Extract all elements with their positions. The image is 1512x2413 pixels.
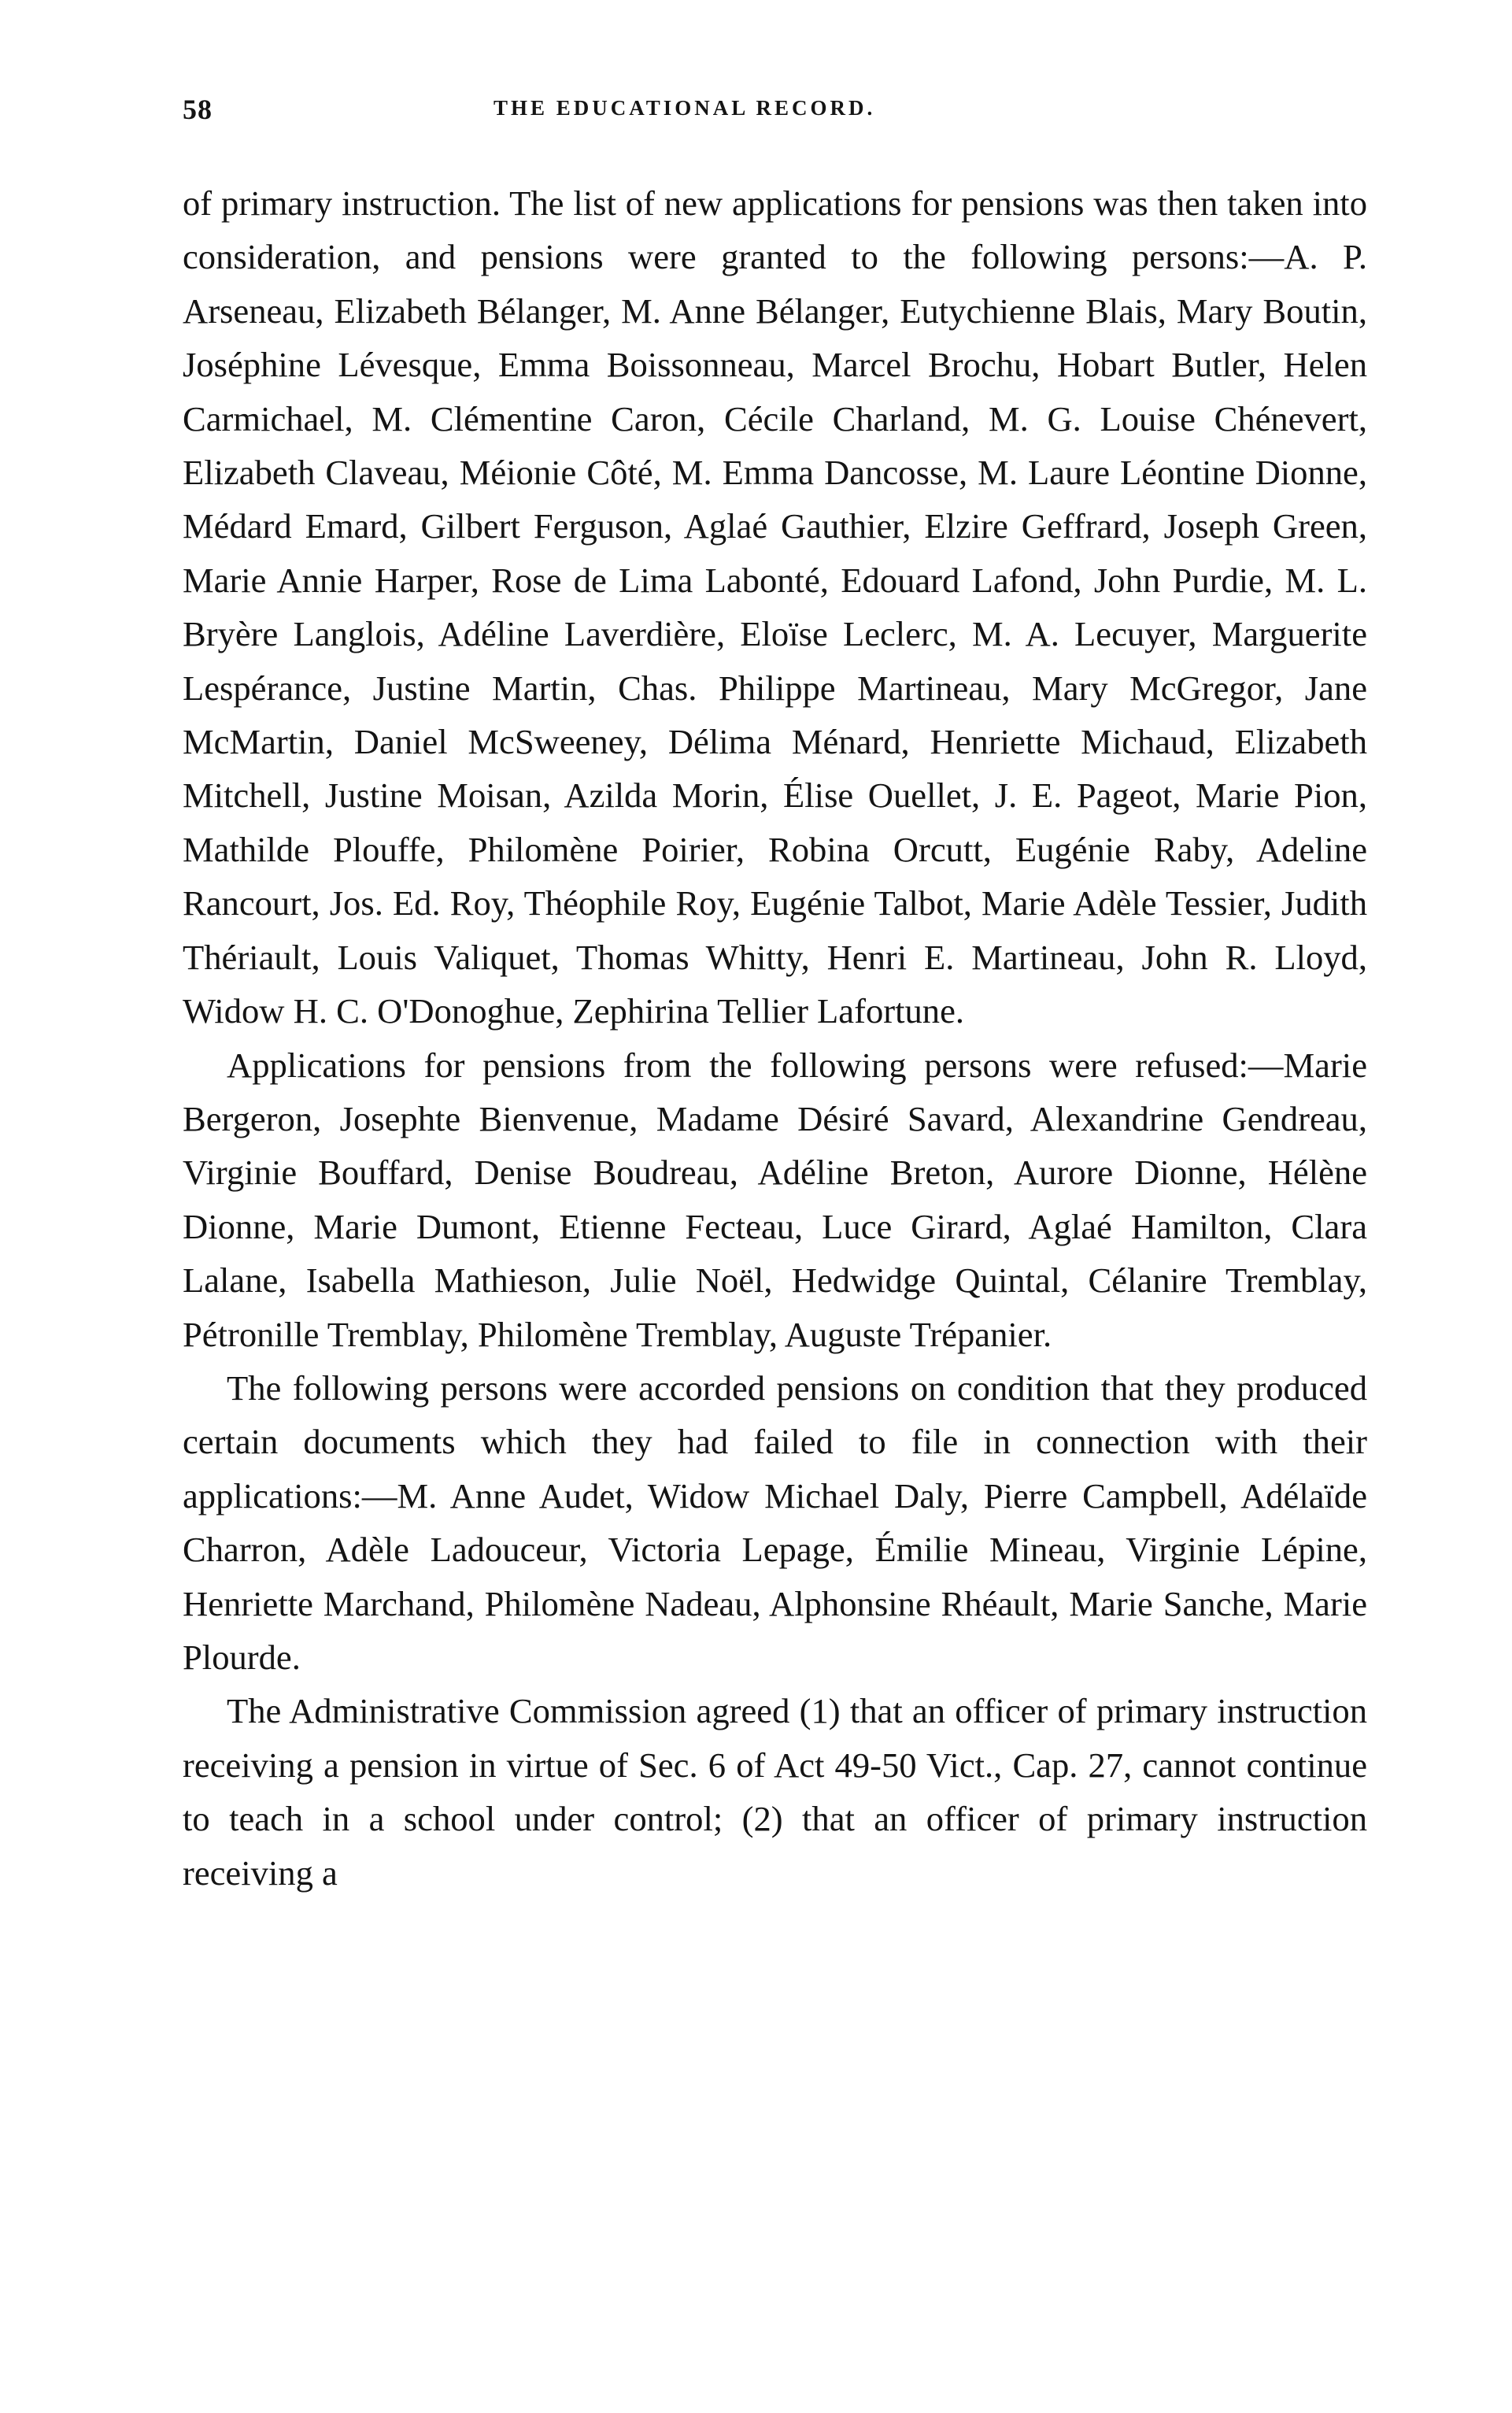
document-page: [183, 93, 1371, 1900]
paragraph-commission-agreement: The Administrative Commission agreed (1) that an officer of primary instruction receiving a pension in virtue of Sec. 6 of Act 49-50 Vict., Cap. 27, cannot continue to teach in a school under control; (2) that an officer of primary instruction receiving a: [183, 1691, 1367, 1893]
paragraph-pensions-refused: Applications for pensions from the following persons were refused:—Marie Bergeron, Josephte Bienvenue, Madame Désiré Savard, Alexandrine Gendreau, Virginie Bouffard, Denise Boudreau, Adéline Breton, Aurore Dionne, Hélène Dionne, Marie Dumont, Etienne Fecteau, Luce Girard, Aglaé Hamilton, Clara Lalane, Isabella Mathieson, Julie Noël, Hedwidge Quintal, Célanire Tremblay, Pétronille Tremblay, Philomène Tremblay, Auguste Trépanier.: [183, 1045, 1367, 1354]
body-text: [183, 176, 1367, 1900]
paragraph-conditional-pensions: The following persons were accorded pensions on condition that they produced certain documents which they had failed to file in connection with their applications:—M. Anne Audet, Widow Michael Daly, Pierre Campbell, Adélaïde Charron, Adèle Ladouceur, Victoria Lepage, Émilie Mineau, Virginie Lépine, Henriette Marchand, Philomène Nadeau, Alphonsine Rhéault, Marie Sanche, Marie Plourde.: [183, 1367, 1367, 1677]
paragraph-pensions-granted: of primary instruction. The list of new applications for pensions was then taken into consideration, and pensions were granted to the following persons:—A. P. Arseneau, Elizabeth Bélanger, M. Anne Bélanger, Eutychienne Blais, Mary Boutin, Joséphine Lévesque, Emma Boissonneau, Marcel Brochu, Hobart Butler, Helen Carmichael, M. Clémentine Caron, Cécile Charland, M. G. Louise Chénevert, Elizabeth Claveau, Méionie Côté, M. Emma Dancosse, M. Laure Léontine Dionne, Médard Emard, Gilbert Ferguson, Aglaé Gauthier, Elzire Geffrard, Joseph Green, Marie Annie Harper, Rose de Lima Labonté, Edouard Lafond, John Purdie, M. L. Bryère Langlois, Adéline Laverdière, Eloïse Leclerc, M. A. Lecuyer, Marguerite Lespérance, Justine Martin, Chas. Philippe Martineau, Mary McGregor, Jane McMartin, Daniel McSweeney, Délima Ménard, Henriette Michaud, Elizabeth Mitchell, Justine Moisan, Azilda Morin, Élise Ouellet, J. E. Pageot, Marie Pion, Mathilde Plouffe, Philomène Poirier, Robina Orcutt, Eugénie Raby, Adeline Rancourt, Jos. Ed. Roy, Théophile Roy, Eugénie Talbot, Marie Adèle Tessier, Judith Thériault, Louis Valiquet, Thomas Whitty, Henri E. Martineau, John R. Lloyd, Widow H. C. O'Donoghue, Zephirina Tellier Lafortune.: [183, 183, 1367, 1031]
page-number: 58: [183, 94, 213, 125]
running-head: [183, 93, 1347, 140]
journal-title: THE EDUCATIONAL RECORD.: [494, 96, 876, 120]
